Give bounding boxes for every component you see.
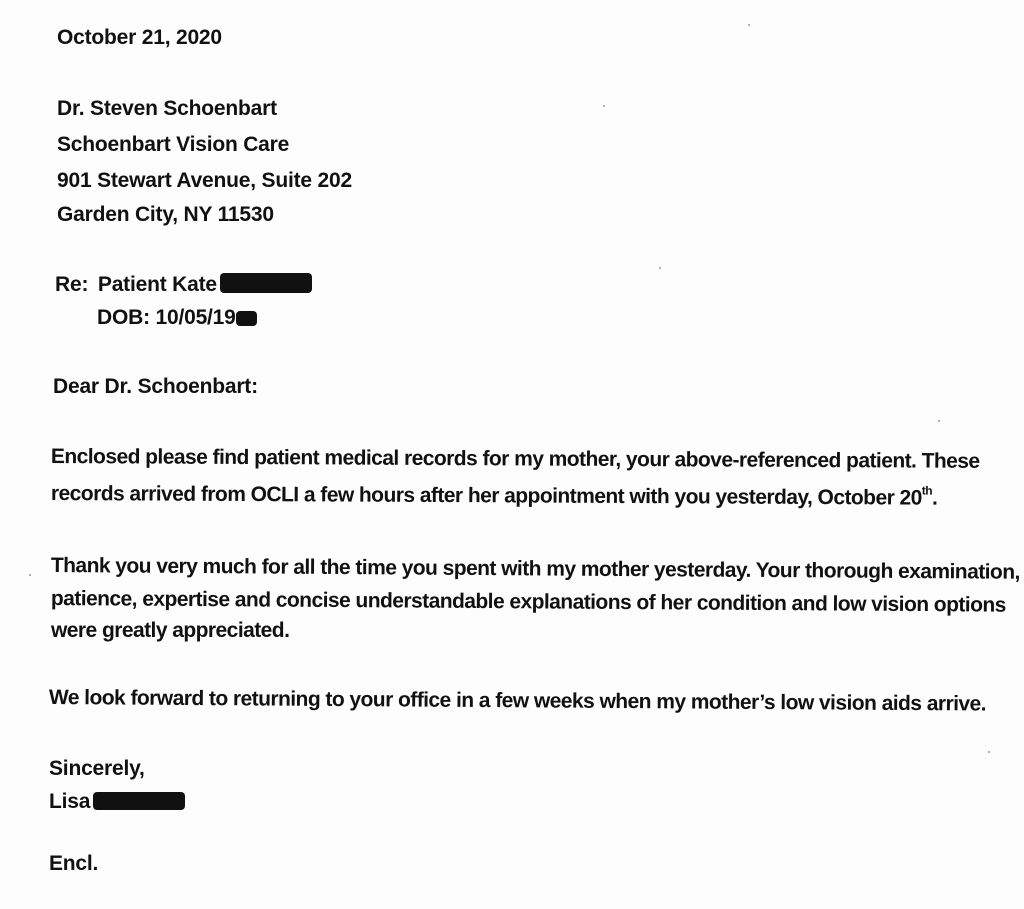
paragraph1-line1: Enclosed please find patient medical records for my mother, your above-referenced patient. These bbox=[50, 445, 980, 473]
scan-speck bbox=[988, 751, 990, 753]
paragraph2-line2: patience, expertise and concise understandable explanations of her condition and low vision options bbox=[50, 587, 1006, 617]
redacted-surname bbox=[220, 273, 312, 293]
scan-speck bbox=[748, 24, 750, 26]
recipient-organization: Schoenbart Vision Care bbox=[57, 133, 290, 156]
paragraph1-line2-text: records arrived from OCLI a few hours after her appointment with you yesterday, October 20 bbox=[50, 482, 922, 510]
re-patient: Patient Kate bbox=[97, 273, 217, 296]
paragraph2-line3: were greatly appreciated. bbox=[51, 619, 290, 642]
ordinal-suffix: th bbox=[921, 483, 933, 498]
salutation: Dear Dr. Schoenbart: bbox=[53, 375, 258, 398]
dob-text: DOB: 10/05/19 bbox=[97, 306, 236, 329]
paragraph1-line2 bbox=[51, 483, 937, 509]
recipient-city: Garden City, NY 11530 bbox=[57, 203, 274, 226]
scan-speck bbox=[603, 105, 605, 107]
letter-date: October 21, 2020 bbox=[57, 26, 222, 49]
recipient-name: Dr. Steven Schoenbart bbox=[57, 97, 277, 120]
signature-name: Lisa bbox=[49, 790, 91, 813]
recipient-street: 901 Stewart Avenue, Suite 202 bbox=[57, 169, 352, 192]
paragraph3-line1: We look forward to returning to your office in a few weeks when my mother’s low vision aids arrive. bbox=[48, 686, 987, 716]
signature-line bbox=[49, 791, 185, 812]
scan-speck bbox=[938, 420, 940, 422]
closing: Sincerely, bbox=[49, 757, 145, 780]
scan-speck bbox=[659, 267, 661, 269]
redacted-birth-year bbox=[236, 311, 257, 326]
scan-speck bbox=[29, 574, 31, 576]
paragraph2-line1: Thank you very much for all the time you spent with my mother yesterday. Your thorough examination, bbox=[50, 554, 1020, 584]
dob-line bbox=[97, 307, 257, 328]
enclosure-note: Encl. bbox=[49, 852, 99, 875]
redacted-signature-surname bbox=[93, 792, 185, 810]
re-label: Re: bbox=[55, 273, 89, 296]
re-line bbox=[55, 273, 312, 295]
paragraph1-period: . bbox=[931, 486, 938, 510]
